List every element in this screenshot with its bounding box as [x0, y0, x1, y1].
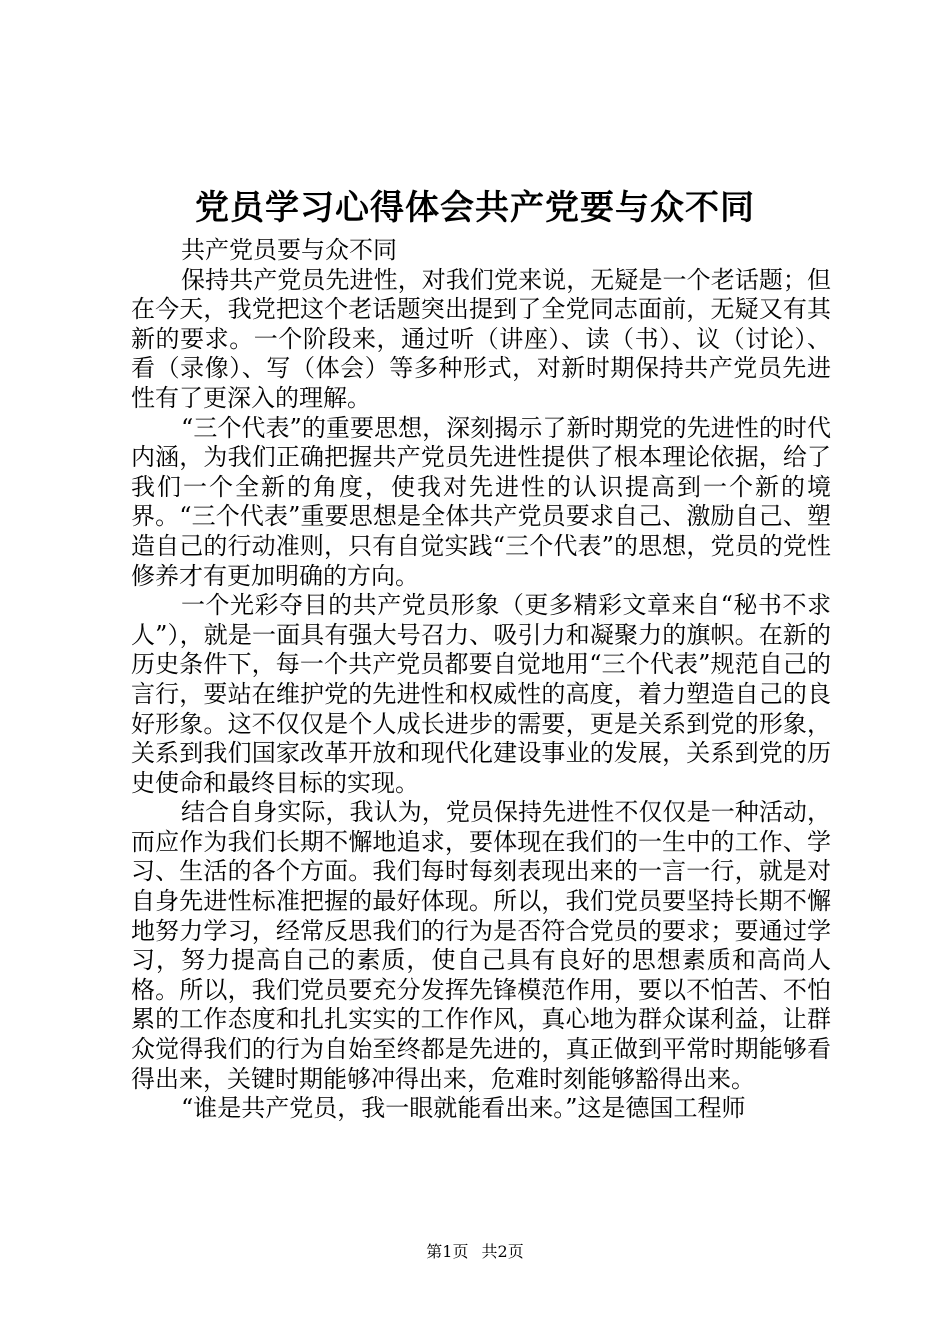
- paragraph-5: “谁是共产党员，我一眼就能看出来。”这是德国工程师: [181, 1094, 746, 1123]
- page-footer: [0, 1242, 950, 1262]
- document-body: [131, 236, 831, 1124]
- document-title: 党员学习心得体会共产党要与众不同: [195, 188, 755, 228]
- page-number-total: 共2页: [481, 1242, 524, 1261]
- paragraph-1: 保持共产党员先进性，对我们党来说，无疑是一个老话题；但在今天，我党把这个老话题突出提到了全党同志面前，无疑又有其新的要求。一个阶段来，通过听（讲座）、读（书）、议（讨论）、看（录像）、写（体会）等多种形式，对新时期保持共产党员先进性有了更深入的理解。: [131, 265, 831, 412]
- paragraph-4: 结合自身实际，我认为，党员保持先进性不仅仅是一种活动，而应作为我们长期不懈地追求，要体现在我们的一生中的工作、学习、生活的各个方面。我们每时每刻表现出来的一言一行，就是对自身先进性标准把握的最好体现。所以，我们党员要坚持长期不懈地努力学习，经常反思我们的行为是否符合党员的要求；要通过学习，努力提高自己的素质，使自己具有良好的思想素质和高尚人格。所以，我们党员要充分发挥先锋模范作用，要以不怕苦、不怕累的工作态度和扎扎实实的工作作风，真心地为群众谋利益，让群众觉得我们的行为自始至终都是先进的，真正做到平常时期能够看得出来，关键时期能够冲得出来，危难时刻能够豁得出来。: [131, 798, 831, 1093]
- document-subtitle: 共产党员要与众不同: [181, 236, 397, 264]
- paragraph-2: “三个代表”的重要思想，深刻揭示了新时期党的先进性的时代内涵，为我们正确把握共产党员先进性提供了根本理论依据，给了我们一个全新的角度，使我对先进性的认识提高到一个新的境界。“三个代表”重要思想是全体共产党员要求自己、激励自己、塑造自己的行动准则，只有自觉实践“三个代表”的思想，党员的党性修养才有更加明确的方向。: [131, 413, 831, 590]
- paragraph-3: 一个光彩夺目的共产党员形象（更多精彩文章来自“秘书不求人”），就是一面具有强大号召力、吸引力和凝聚力的旗帜。在新的历史条件下，每一个共产党员都要自觉地用“三个代表”规范自己的言行，要站在维护党的先进性和权威性的高度，着力塑造自己的良好形象。这不仅仅是个人成长进步的需要，更是关系到党的形象，关系到我们国家改革开放和现代化建设事业的发展，关系到党的历史使命和最终目标的实现。: [131, 591, 831, 797]
- page-number-current: 第1页: [426, 1242, 469, 1261]
